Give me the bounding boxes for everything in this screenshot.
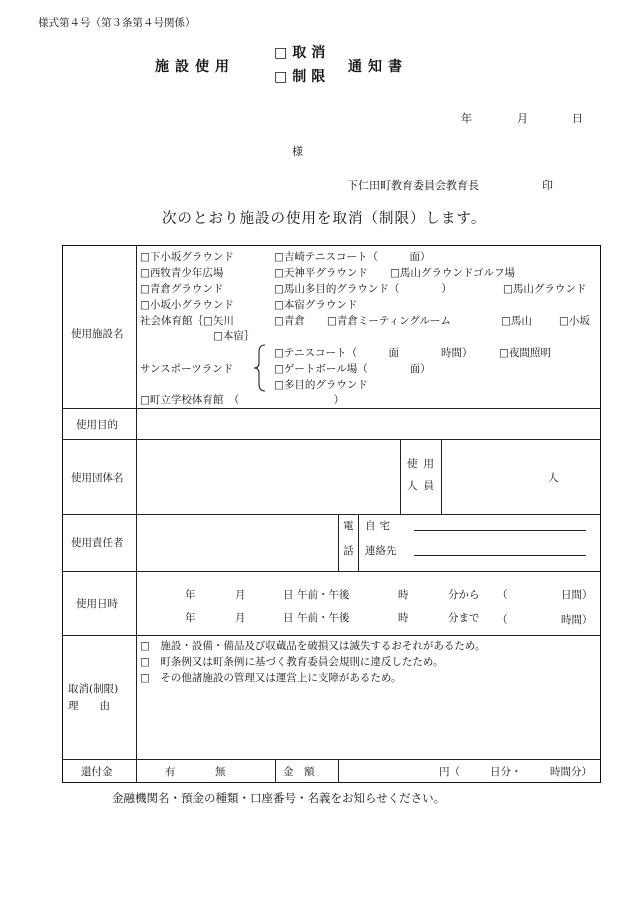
facility-sun-sports-land: サンスポーツランド [140,363,234,375]
facility-gym-aokura[interactable]: □青倉 [274,315,305,327]
datetime-start-paren: （ [497,589,508,601]
label-tel-2: 話 [343,545,354,557]
label-tel-1: 電 [343,520,354,532]
label-group: 使用団体名 [71,472,124,484]
date-month: 月 [517,112,528,125]
form-table [62,245,601,783]
facility-gateball[interactable]: □ゲートボール場（ 面） [274,363,431,375]
facility-school-gym[interactable]: □町立学校体育館 （ ） [140,394,345,406]
label-contact-phone: 連絡先 [365,545,397,557]
title-part1: 施設使用 [155,59,235,75]
refund-yen: 円（ [439,766,460,778]
facility-umayama-ground[interactable]: □馬山グラウンド [503,283,587,295]
label-facility: 使用施設名 [71,328,124,340]
datetime-end-day: 日 [283,612,294,624]
facility-shimokosaka-ground[interactable]: □下小坂グラウンド [140,251,234,263]
datetime-start-year: 年 [185,589,196,601]
refund-hours: 時間分） [550,766,592,778]
refund-yes[interactable]: 有 [165,766,176,778]
datetime-end-paren: （ [497,614,508,626]
facility-gym-umayama[interactable]: □馬山 [501,315,532,327]
datetime-end-minute: 分まで [448,612,480,624]
facility-tenjindaira-ground[interactable]: □天神平グラウンド [274,267,368,279]
datetime-end-year: 年 [185,612,196,624]
label-reason-1: 取消(制限) [68,683,119,695]
home-phone-line[interactable] [414,530,586,531]
reason-violation[interactable]: □ 町条例又は町条例に基づく教育委員会規則に違反したため。 [140,656,444,668]
col-divider [400,439,401,514]
title-part2: 通知書 [348,59,408,75]
refund-days: 日分・ [490,766,522,778]
reason-other[interactable]: □ その他諸施設の管理又は運営上に支障があるため。 [140,672,402,684]
label-datetime: 使用日時 [76,598,118,610]
reason-damage[interactable]: □ 施設・設備・備品及び収蔵品を破損又は滅失するおそれがあるため。 [140,640,486,652]
footer-note: 金融機関名・預金の種類・口座番号・名義をお知らせください。 [112,791,446,805]
facility-nishimaki-plaza[interactable]: □西牧青少年広場 [140,267,224,279]
label-purpose: 使用目的 [76,419,118,431]
facility-yoshizaki-tennis[interactable]: □吉崎テニスコート（ 面） [274,251,431,263]
facility-aokura-ground[interactable]: □青倉グラウンド [140,283,224,295]
facility-motojuku-ground[interactable]: □本宿グラウンド [274,299,358,311]
date-day: 日 [572,112,583,125]
facility-gym-motojuku[interactable]: □本宿｝ [213,330,255,342]
col-divider [338,514,339,571]
label-refund: 還付金 [81,766,113,778]
facility-tennis-court[interactable]: □テニスコート（ 面 時間） [274,347,473,359]
facility-night-lighting[interactable]: □夜間照明 [499,347,551,359]
datetime-end-ampm[interactable]: 午前・午後 [297,612,350,624]
label-amount: 金 額 [283,766,315,778]
facility-gym-yagawa[interactable]: 社会体育館｛□矢川 [140,315,234,327]
datetime-start-minute: 分から [448,589,480,601]
persons-unit: 人 [548,472,559,484]
title-option-cancel[interactable]: □取消 [274,45,331,61]
row-divider [63,759,600,760]
col-divider [358,514,359,571]
date-year: 年 [461,112,472,125]
datetime-end-month: 月 [235,612,246,624]
row-divider [63,571,600,572]
brace-icon [253,344,267,392]
issuer: 下仁田町教育委員会教育長 [347,179,479,192]
facility-multi-ground[interactable]: □多目的グラウンド [274,379,368,391]
addressee-suffix: 様 [292,145,303,158]
facility-gym-aokura-meeting[interactable]: □青倉ミーティングルーム [327,315,452,327]
row-divider [63,439,600,440]
label-responsible: 使用責任者 [71,537,124,549]
datetime-days: 日間） [561,589,593,601]
col-divider [441,439,442,514]
facility-umayama-golf[interactable]: □馬山グラウンドゴルフ場 [390,267,516,279]
datetime-start-day: 日 [283,589,294,601]
datetime-hours: 時間） [561,614,593,626]
facility-umayama-multi[interactable]: □馬山多目的グラウンド（ ） [274,283,452,295]
title-option-restrict[interactable]: □制限 [274,69,331,85]
col-divider [275,759,276,782]
label-reason-2: 理 由 [68,700,110,712]
datetime-end-hour: 時 [398,612,409,624]
form-number: 様式第４号（第３条第４号関係） [38,17,196,29]
datetime-start-ampm[interactable]: 午前・午後 [297,589,350,601]
facility-kosaka-elem-ground[interactable]: □小坂小グラウンド [140,299,234,311]
datetime-start-hour: 時 [398,589,409,601]
row-divider [63,635,600,636]
contact-phone-line[interactable] [414,555,586,556]
col-divider [136,246,137,782]
lead-text: 次のとおり施設の使用を取消（制限）します。 [162,211,487,227]
facility-gym-kosaka[interactable]: □小坂 [559,315,590,327]
row-divider [63,514,600,515]
seal-mark: 印 [542,179,553,192]
datetime-start-month: 月 [235,589,246,601]
refund-no[interactable]: 無 [215,766,226,778]
col-divider [338,759,339,782]
label-persons-1: 使用 [407,458,440,470]
label-persons-2: 人員 [407,480,440,492]
row-divider [63,408,600,409]
label-home-phone: 自宅 [365,520,394,532]
